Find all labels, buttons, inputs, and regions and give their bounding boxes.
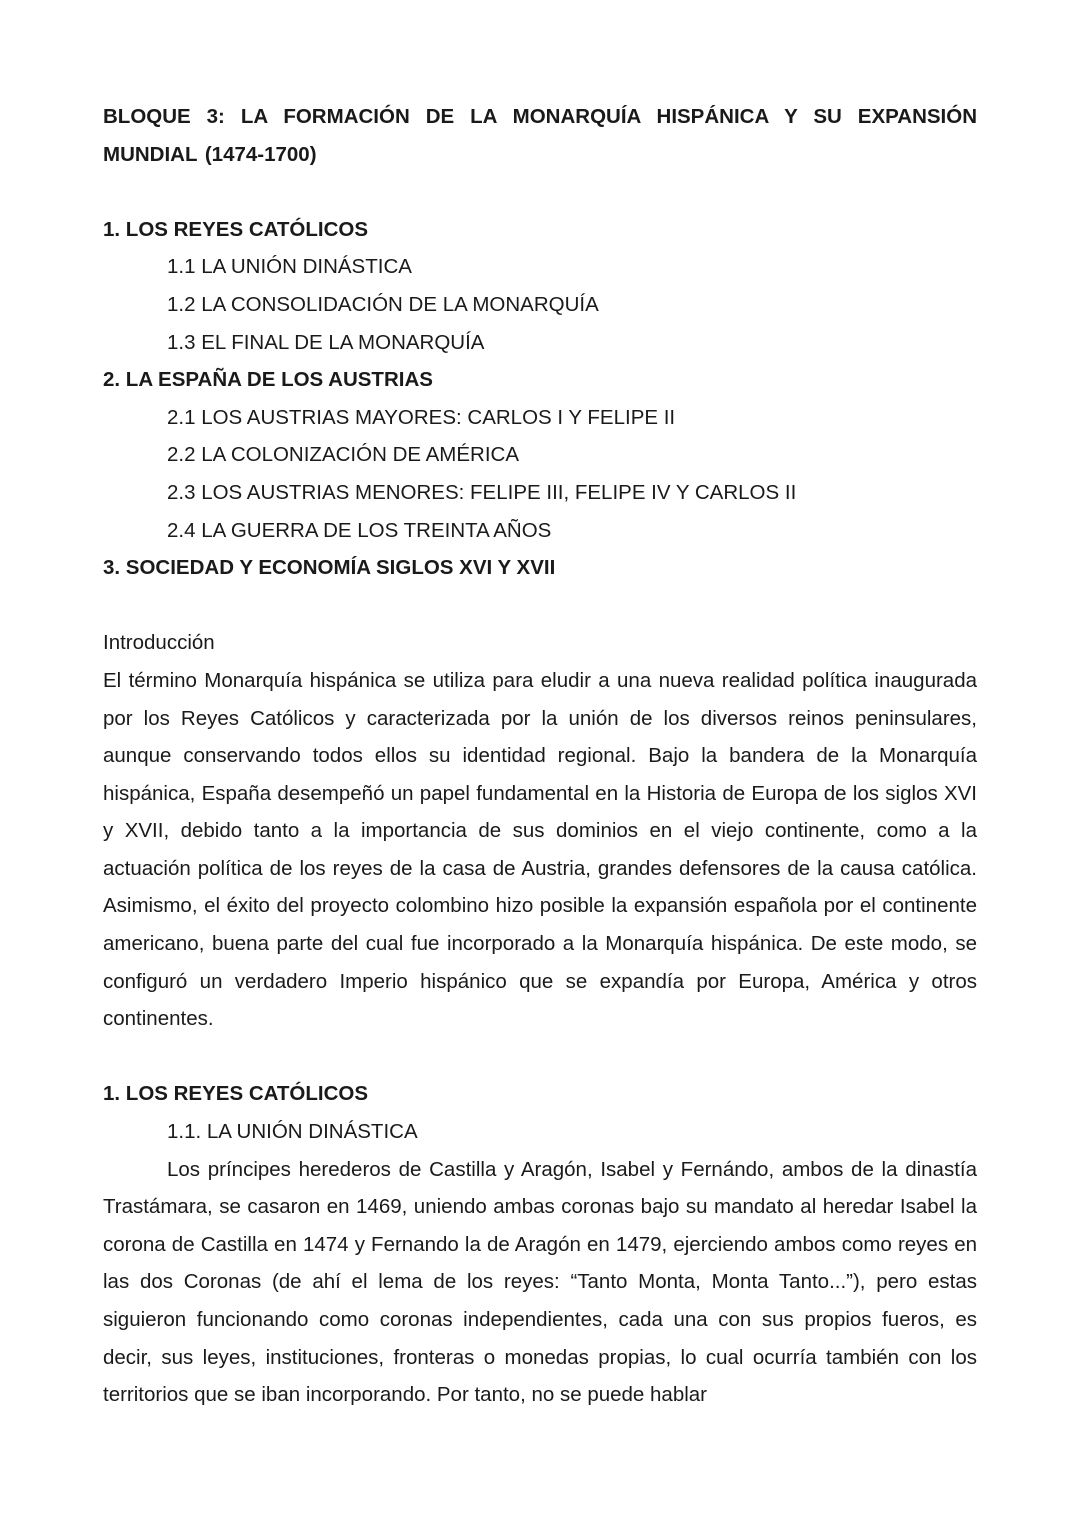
toc-section-2: 2. LA ESPAÑA DE LOS AUSTRIAS xyxy=(103,368,433,392)
intro-paragraph: El término Monarquía hispánica se utiliza para eludir a una nueva realidad política inaugurada por los Reyes Católicos y caracterizada por la unión de los diversos reinos peninsulares, aunque conservando todos ellos su identidad regional. Bajo la bandera de la Monarquía hispánica, España desempeñó un papel fundamental en la Historia de Europa de los siglos XVI y XVII, debido tanto a la importancia de sus dominios en el viejo continente, como a la actuación política de los reyes de la casa de Austria, grandes defensores de la causa católica. Asimismo, el éxito del proyecto colombino hizo posible la expansión española por el continente americano, buena parte del cual fue incorporado a la Monarquía hispánica. De este modo, se configuró un verdadero Imperio hispánico que se expandía por Europa, América y otros continentes. xyxy=(103,668,977,1031)
toc-section-1: 1. LOS REYES CATÓLICOS xyxy=(103,217,369,241)
toc-section-1-3: 1.3 EL FINAL DE LA MONARQUÍA xyxy=(167,330,485,354)
section-1-1-paragraph: Los príncipes herederos de Castilla y Aragón, Isabel y Fernándo, ambos de la dinastía Trastámara, se casaron en 1469, uniendo ambas coronas bajo su mandato al heredar Isabel la corona de Castilla en 1474 y Fernando la de Aragón en 1479, ejerciendo ambos como reyes en las dos Coronas (de ahí el lema de los reyes: “Tanto Monta, Monta Tanto...”), pero estas siguieron funcionando como coronas independientes, cada una con sus propios fueros, es decir, sus leyes, instituciones, fronteras o monedas propias, lo cual ocurría también con los territorios que se iban incorporando. Por tanto, no se puede hablar xyxy=(103,1157,977,1407)
document-page xyxy=(103,98,977,1414)
spacer xyxy=(103,173,977,211)
intro-label: Introducción xyxy=(103,631,215,655)
section-1-1-heading: 1.1. LA UNIÓN DINÁSTICA xyxy=(167,1120,418,1144)
document-title: BLOQUE 3: LA FORMACIÓN DE LA MONARQUÍA HISPÁNICA Y SU EXPANSIÓN MUNDIAL (1474-1700) xyxy=(103,105,977,166)
section-1-heading: 1. LOS REYES CATÓLICOS xyxy=(103,1082,369,1106)
toc-section-2-3: 2.3 LOS AUSTRIAS MENORES: FELIPE III, FELIPE IV Y CARLOS II xyxy=(167,480,797,504)
toc-section-2-4: 2.4 LA GUERRA DE LOS TREINTA AÑOS xyxy=(167,518,552,542)
spacer xyxy=(103,1038,977,1076)
toc-section-1-1: 1.1 LA UNIÓN DINÁSTICA xyxy=(167,255,412,279)
table-of-contents xyxy=(103,211,977,587)
toc-section-3: 3. SOCIEDAD Y ECONOMÍA SIGLOS XVI Y XVII xyxy=(103,556,556,580)
toc-section-1-2: 1.2 LA CONSOLIDACIÓN DE LA MONARQUÍA xyxy=(167,292,599,316)
spacer xyxy=(103,587,977,625)
toc-section-2-1: 2.1 LOS AUSTRIAS MAYORES: CARLOS I Y FELIPE II xyxy=(167,405,676,429)
toc-section-2-2: 2.2 LA COLONIZACIÓN DE AMÉRICA xyxy=(167,443,520,467)
